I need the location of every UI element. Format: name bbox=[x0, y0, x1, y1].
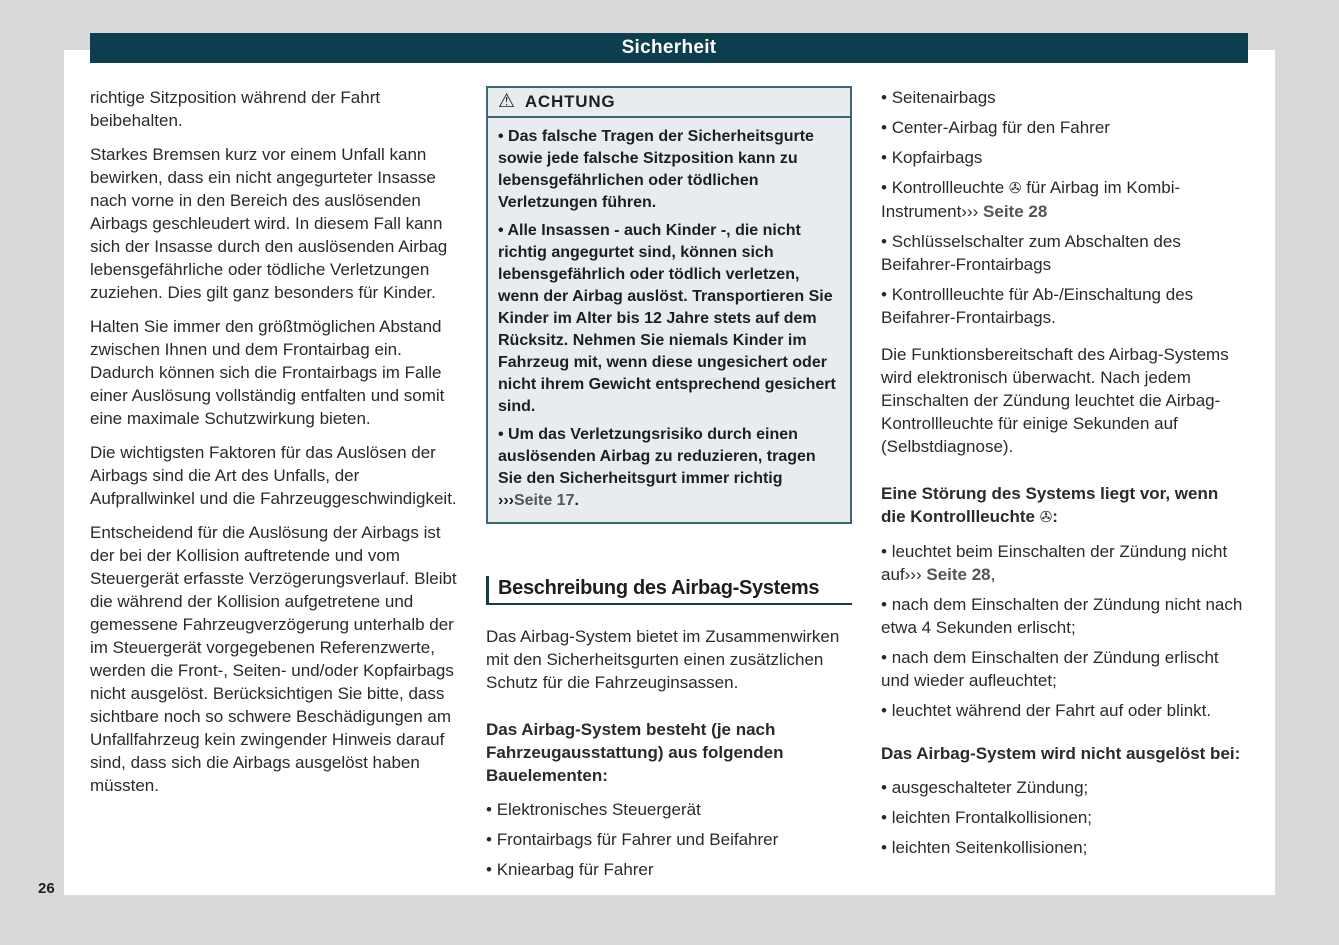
fault-heading-text: Eine Störung des Systems liegt vor, wenn die Kontrollleuchte bbox=[881, 484, 1219, 526]
link-arrow: ››› bbox=[498, 492, 514, 509]
link-suffix: , bbox=[990, 565, 996, 584]
list-item: • Frontairbags für Fahrer und Beifahrer bbox=[486, 828, 852, 851]
page-number: 26 bbox=[38, 880, 55, 897]
list-item-warning-lamp bbox=[881, 176, 1247, 223]
fault-heading bbox=[881, 482, 1247, 529]
section-title: Beschreibung des Airbag-Systems bbox=[486, 576, 852, 605]
list-item: • Seitenairbags bbox=[881, 86, 1247, 109]
paragraph: Halten Sie immer den größtmöglichen Abstand zwischen Ihnen und dem Frontairbag ein. Dadurch können sich die Frontairbags im Falle einer Auslösung vollständig entfalten und somit eine maximale Schutzwirkung bieten. bbox=[90, 317, 445, 428]
list-item: • Center-Airbag für den Fahrer bbox=[881, 116, 1247, 139]
warning-item-text: • Um das Verletzungsrisiko durch einen auslösenden Airbag zu reduzieren, tragen Sie den Sicherheitsgurt immer richtig bbox=[498, 426, 816, 487]
airbag-warning-icon: ✇ bbox=[1008, 180, 1022, 197]
components-list bbox=[486, 798, 852, 881]
list-item: • Schlüsselschalter zum Abschalten des Beifahrer-Frontairbags bbox=[881, 230, 1247, 276]
warning-item: • Alle Insassen - auch Kinder -, die nicht richtig angegurtet sind, können sich lebensgefährlich oder tödlich verletzen, wenn der Airbag auslöst. Transportieren Sie Kinder im Alter bis 12 Jahre stets auf dem Rücksitz. Nehmen Sie niemals Kinder im Fahrzeug mit, wenn diese ungesichert oder nicht ihrem Gewicht entsprechend gesichert sind. bbox=[498, 222, 836, 415]
page-link[interactable]: Seite 28 bbox=[983, 202, 1048, 221]
list-item: • nach dem Einschalten der Zündung nicht nach etwa 4 Sekunden erlischt; bbox=[881, 593, 1247, 639]
page-link[interactable]: Seite 28 bbox=[926, 565, 991, 584]
warning-header bbox=[488, 88, 850, 118]
list-item: • Kniearbag für Fahrer bbox=[486, 858, 852, 881]
link-suffix: . bbox=[574, 492, 579, 509]
column-left bbox=[90, 86, 462, 808]
warning-item: • Das falsche Tragen der Sicherheitsgurte sowie jede falsche Sitzposition kann zu lebensgefährlichen oder tödlichen Verletzungen führen. bbox=[498, 128, 814, 211]
components-heading: Das Airbag-System besteht (je nach Fahrzeugausstattung) aus folgenden Bauelementen: bbox=[486, 720, 784, 785]
not-deployed-heading: Das Airbag-System wird nicht ausgelöst bei: bbox=[881, 744, 1241, 763]
list-item: • ausgeschalteter Zündung; bbox=[881, 776, 1247, 799]
column-right bbox=[881, 86, 1247, 873]
list-item: • Kontrollleuchte für Ab-/Einschaltung des Beifahrer-Frontairbags. bbox=[881, 283, 1247, 329]
monitor-paragraph: Die Funktionsbereitschaft des Airbag-Systems wird elektronisch überwacht. Nach jedem Einschalten der Zündung leuchtet die Airbag-Kontrollleuchte für einige Sekunden auf (Selbstdiagnose). bbox=[881, 345, 1229, 456]
paragraph: Die wichtigsten Faktoren für das Auslösen der Airbags sind die Art des Unfalls, der Aufprallwinkel und die Fahrzeuggeschwindigkeit. bbox=[90, 443, 457, 508]
chapter-title: Sicherheit bbox=[621, 37, 717, 58]
airbag-warning-icon: ✇ bbox=[1039, 509, 1053, 526]
not-deployed-list bbox=[881, 776, 1247, 859]
list-item: • leichten Seitenkollisionen; bbox=[881, 836, 1247, 859]
page-link[interactable]: Seite 17 bbox=[513, 492, 575, 509]
fault-list bbox=[881, 540, 1247, 722]
link-arrow: ››› bbox=[961, 202, 979, 221]
warning-title: ACHTUNG bbox=[524, 92, 616, 111]
fault-item-text: leuchtet beim Einschalten der Zündung nicht auf bbox=[881, 542, 1228, 584]
warning-triangle-icon: ⚠ bbox=[498, 91, 516, 112]
paragraph: richtige Sitzposition während der Fahrt beibehalten. bbox=[90, 88, 381, 130]
lamp-prefix: Kontrollleuchte bbox=[891, 178, 1005, 197]
paragraph: Starkes Bremsen kurz vor einem Unfall kann bewirken, dass ein nicht angegurteter Insasse nach vorne in den Bereich des auslösenden Airbags geschleudert wird. In diesem Fall kann sich der Insasse durch den auslösenden Airbag lebensgefährliche oder tödliche Verletzungen zuziehen. Dies gilt ganz besonders für Kinder. bbox=[90, 145, 448, 302]
components-list-continued bbox=[881, 86, 1247, 329]
warning-item bbox=[498, 424, 840, 512]
fault-heading-suffix: : bbox=[1052, 507, 1058, 526]
column-middle bbox=[486, 86, 852, 895]
lamp-suffix: für Airbag im Kombi-Instrument bbox=[881, 178, 1181, 221]
list-item: • leuchtet während der Fahrt auf oder blinkt. bbox=[881, 699, 1247, 722]
list-item: • Elektronisches Steuergerät bbox=[486, 798, 852, 821]
warning-box bbox=[486, 86, 852, 524]
list-item bbox=[881, 540, 1247, 586]
list-item: • nach dem Einschalten der Zündung erlischt und wieder aufleuchtet; bbox=[881, 646, 1247, 692]
list-item: • leichten Frontalkollisionen; bbox=[881, 806, 1247, 829]
link-arrow: ››› bbox=[904, 565, 922, 584]
section-intro: Das Airbag-System bietet im Zusammenwirken mit den Sicherheitsgurten einen zusätzlichen Schutz für die Fahrzeuginsassen. bbox=[486, 627, 840, 692]
paragraph: Entscheidend für die Auslösung der Airbags ist der bei der Kollision auftretende und vom Steuergerät erfasste Verzögerungsverlauf. Bleibt die während der Kollision aufgetretene und gemessene Fahrzeugverzögerung unterhalb der im Steuergerät vorgegebenen Referenzwerte, werden die Front-, Seiten- und/oder Kopfairbags nicht ausgelöst. Berücksichtigen Sie bitte, dass sichtbare noch so schwere Beschädigungen am Unfallfahrzeug kein zwingender Hinweis darauf sind, dass sich die Airbags ausgelöst haben müssten. bbox=[90, 523, 457, 795]
list-item: • Kopfairbags bbox=[881, 146, 1247, 169]
chapter-header bbox=[90, 33, 1248, 63]
